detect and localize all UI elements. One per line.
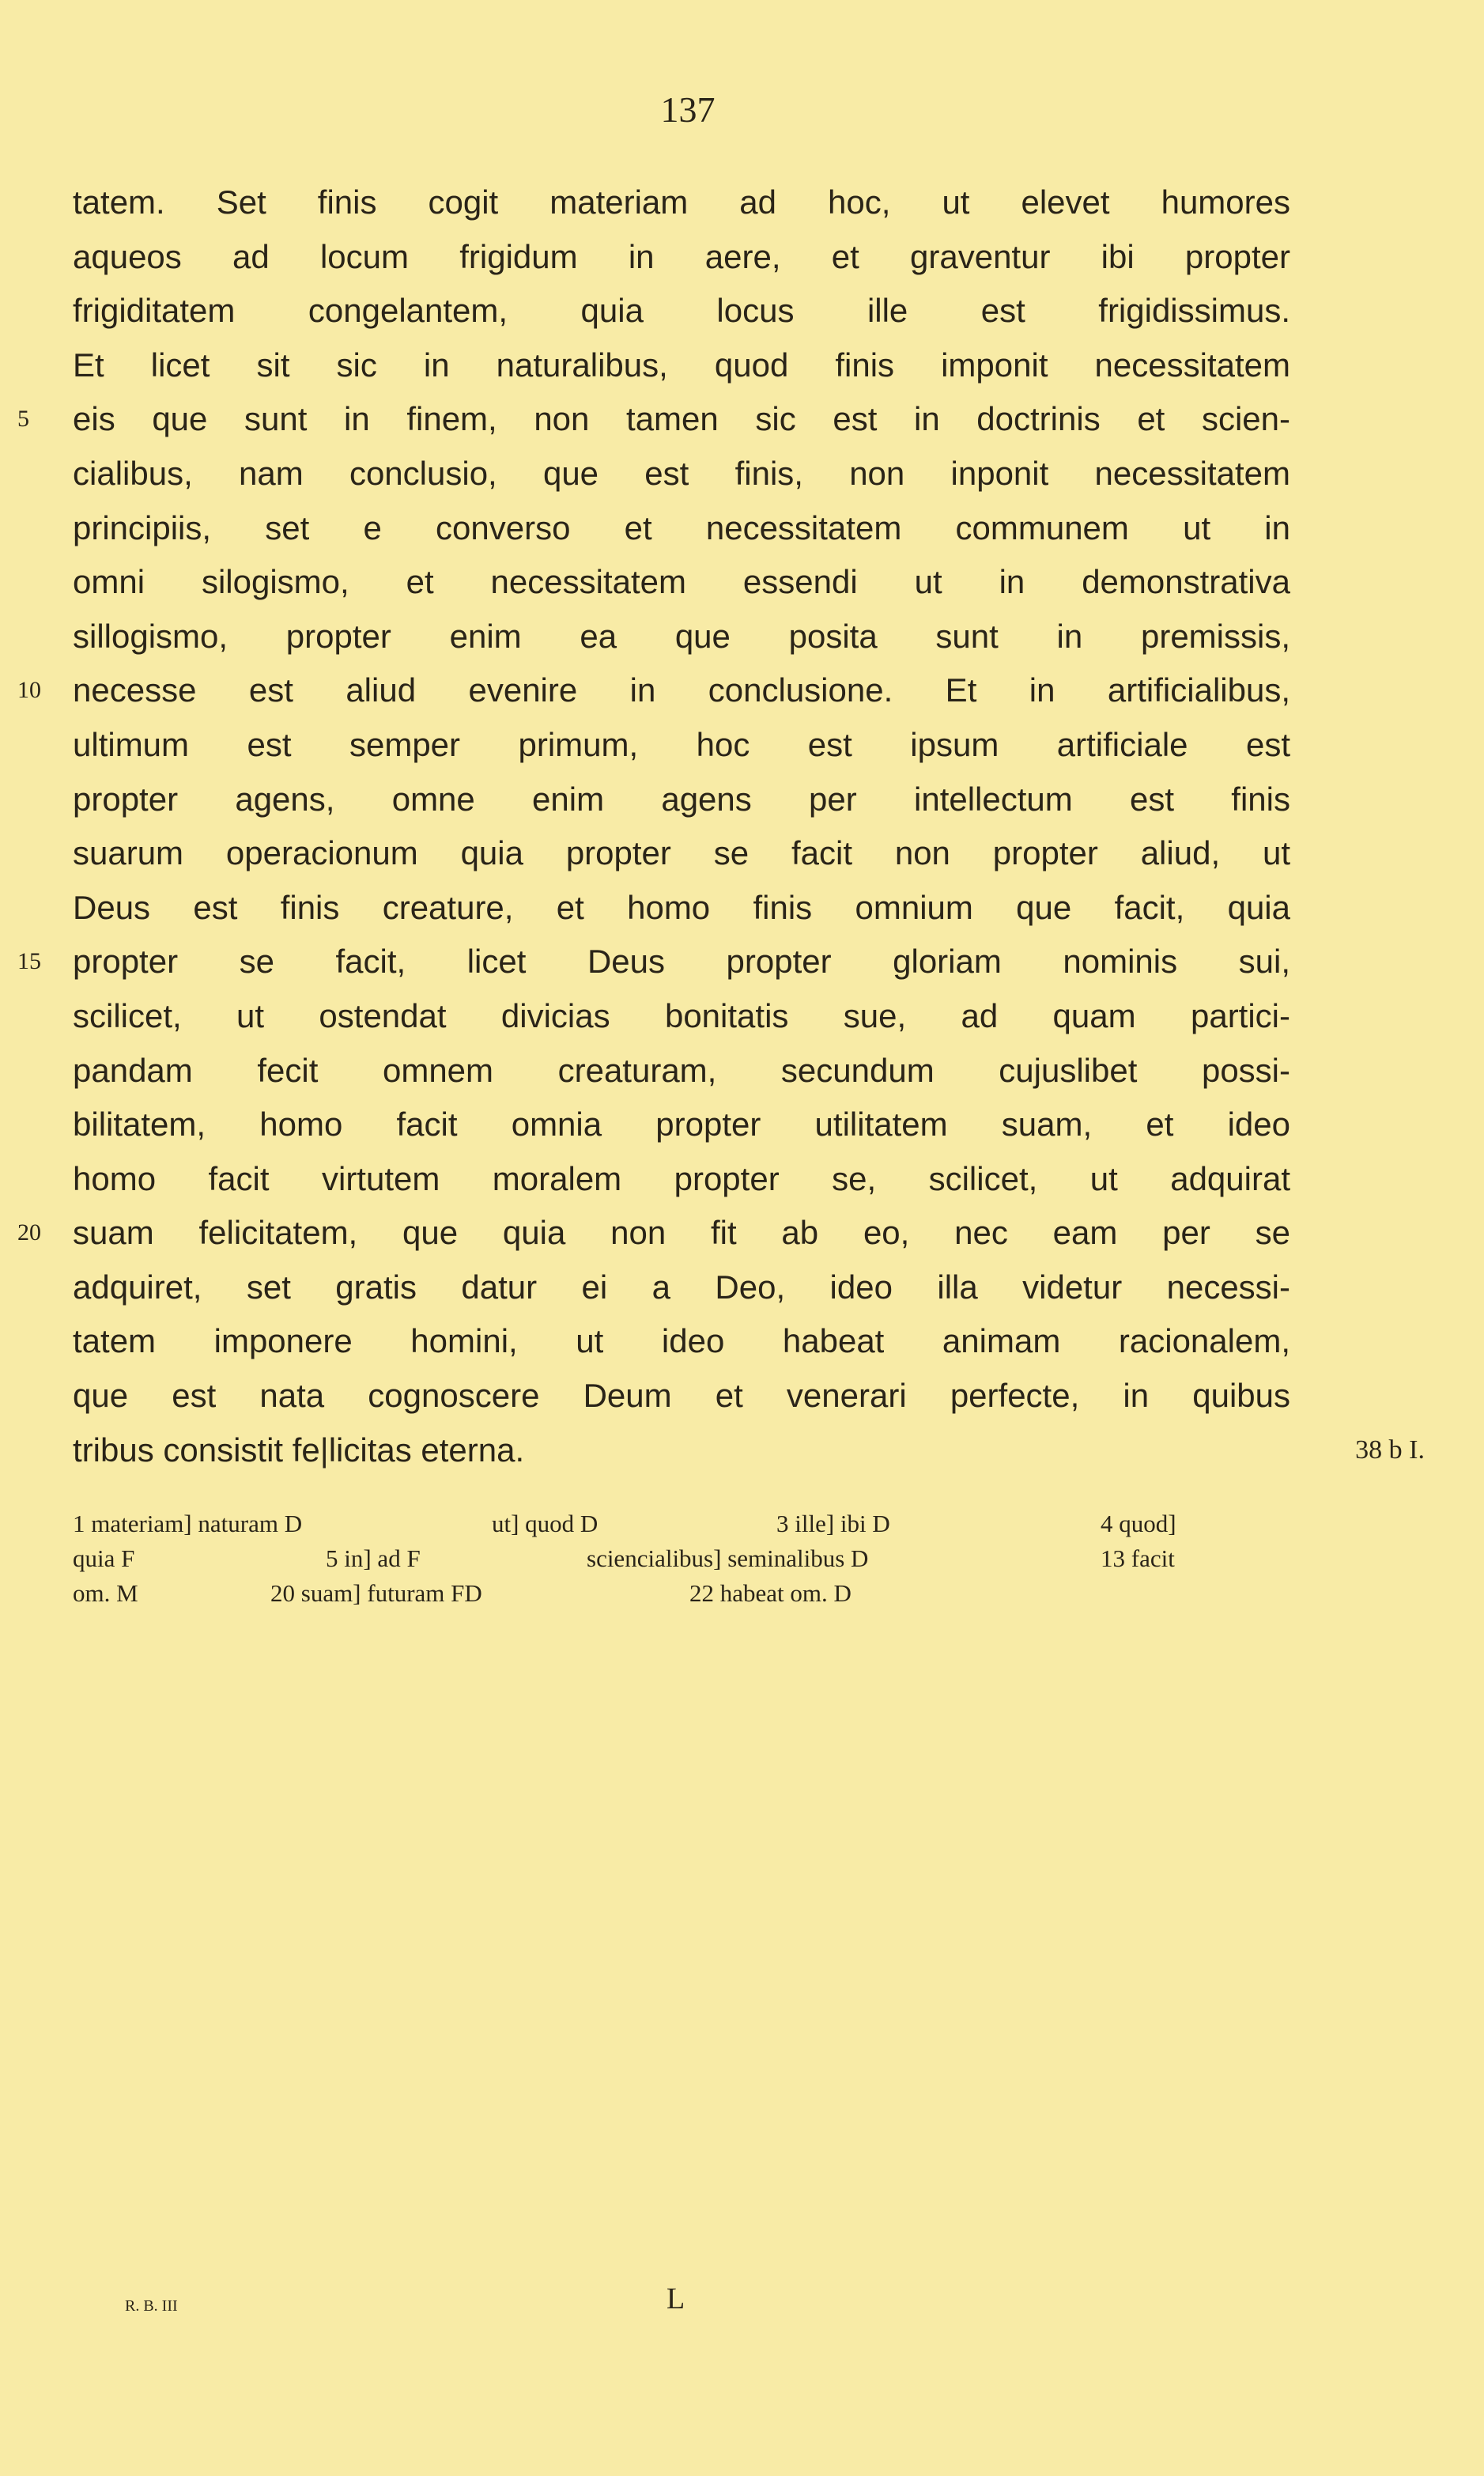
- note-entry: 22 habeat om. D: [689, 1579, 852, 1607]
- line-text: propter se facit, licet Deus propter gloriam nominis sui,: [73, 943, 1290, 981]
- line-text: Deus est finis creature, et homo finis omnium que facit, quia: [73, 888, 1290, 926]
- line-number: 15: [17, 948, 41, 975]
- line-text: suarum operacionum quia propter se facit non propter aliud, ut: [73, 834, 1290, 872]
- text-line: [73, 1098, 1290, 1152]
- text-line: [17, 1206, 1290, 1261]
- note-entry: 1 materiam] naturam D: [73, 1510, 303, 1537]
- text-line: [73, 1152, 1290, 1207]
- text-line: [73, 501, 1290, 556]
- text-line: [17, 663, 1290, 718]
- note-entry: ut] quod D: [492, 1510, 599, 1537]
- line-text: necesse est aliud evenire in conclusione. Et in artificialibus,: [73, 671, 1290, 709]
- line-number: 20: [17, 1219, 41, 1246]
- text-line: [73, 447, 1290, 501]
- note-row: [73, 1576, 1290, 1611]
- text-line: [17, 392, 1290, 447]
- line-text: frigiditatem congelantem, quia locus ille est frigidissimus.: [73, 292, 1290, 330]
- text-line: [73, 1369, 1290, 1423]
- line-number: 5: [17, 406, 29, 433]
- line-text: sillogismo, propter enim ea que posita sunt in premissis,: [73, 617, 1290, 655]
- note-row: [73, 1506, 1290, 1541]
- note-entry: 13 facit: [1101, 1544, 1175, 1572]
- note-entry: sciencialibus] seminalibus D: [587, 1544, 869, 1572]
- text-line: [73, 284, 1290, 338]
- note-entry: 3 ille] ibi D: [776, 1510, 890, 1537]
- text-line: [73, 1044, 1290, 1098]
- page-number: 137: [660, 89, 716, 130]
- note-row: [73, 1541, 1290, 1576]
- line-text: Et licet sit sic in naturalibus, quod finis imponit necessitatem: [73, 346, 1290, 384]
- note-entry: om. M: [73, 1579, 138, 1607]
- line-text: cialibus, nam conclusio, que est finis, non inponit necessitatem: [73, 454, 1290, 492]
- line-text: aqueos ad locum frigidum in aere, et graventur ibi propter: [73, 237, 1290, 275]
- line-number: 10: [17, 677, 41, 704]
- line-text: scilicet, ut ostendat divicias bonitatis sue, ad quam partici-: [73, 996, 1290, 1034]
- line-text: que est nata cognoscere Deum et venerari perfecte, in quibus: [73, 1377, 1290, 1415]
- text-line: [73, 826, 1290, 881]
- line-text: tatem. Set finis cogit materiam ad hoc, ut elevet humores: [73, 183, 1290, 221]
- text-line: [73, 555, 1290, 610]
- note-entry: 5 in] ad F: [326, 1544, 421, 1572]
- note-entry: 20 suam] futuram FD: [270, 1579, 482, 1607]
- line-text: homo facit virtutem moralem propter se, scilicet, ut adquirat: [73, 1159, 1290, 1197]
- main-text: [17, 176, 1425, 1477]
- text-line: [73, 230, 1290, 285]
- line-text: ultimum est semper primum, hoc est ipsum artificiale est: [73, 725, 1290, 763]
- line-text: propter agens, omne enim agens per intellectum est finis: [73, 780, 1290, 818]
- line-text: tatem imponere homini, ut ideo habeat animam racionalem,: [73, 1322, 1290, 1360]
- text-line: [73, 881, 1290, 936]
- text-line: [73, 718, 1290, 773]
- note-entry: 4 quod]: [1101, 1510, 1176, 1537]
- folio-marker: 38 b I.: [1355, 1435, 1425, 1465]
- note-entry: quia F: [73, 1544, 135, 1572]
- text-line: [73, 1423, 1425, 1478]
- line-text: adquiret, set gratis datur ei a Deo, ideo illa videtur necessi-: [73, 1268, 1290, 1306]
- text-line: [73, 1261, 1290, 1315]
- text-line: [17, 935, 1290, 989]
- line-text: bilitatem, homo facit omnia propter utilitatem suam, et ideo: [73, 1106, 1290, 1143]
- text-line: [73, 1314, 1290, 1369]
- line-text: tribus consistit fe|licitas eterna.: [73, 1431, 525, 1469]
- text-line: [73, 773, 1290, 827]
- footer-gathering: L: [666, 2282, 685, 2315]
- footer-signature: R. B. III: [125, 2297, 178, 2315]
- text-line: [73, 176, 1290, 230]
- line-text: pandam fecit omnem creaturam, secundum cujuslibet possi-: [73, 1051, 1290, 1089]
- line-text: omni silogismo, et necessitatem essendi ut in demonstrativa: [73, 563, 1290, 601]
- line-text: eis que sunt in finem, non tamen sic est in doctrinis et scien-: [73, 400, 1290, 438]
- text-line: [73, 338, 1290, 393]
- text-line: [73, 610, 1290, 664]
- apparatus-notes: [73, 1506, 1290, 1611]
- line-text: principiis, set e converso et necessitatem communem ut in: [73, 508, 1290, 546]
- line-text: suam felicitatem, que quia non fit ab eo, nec eam per se: [73, 1214, 1290, 1252]
- text-line: [73, 989, 1290, 1044]
